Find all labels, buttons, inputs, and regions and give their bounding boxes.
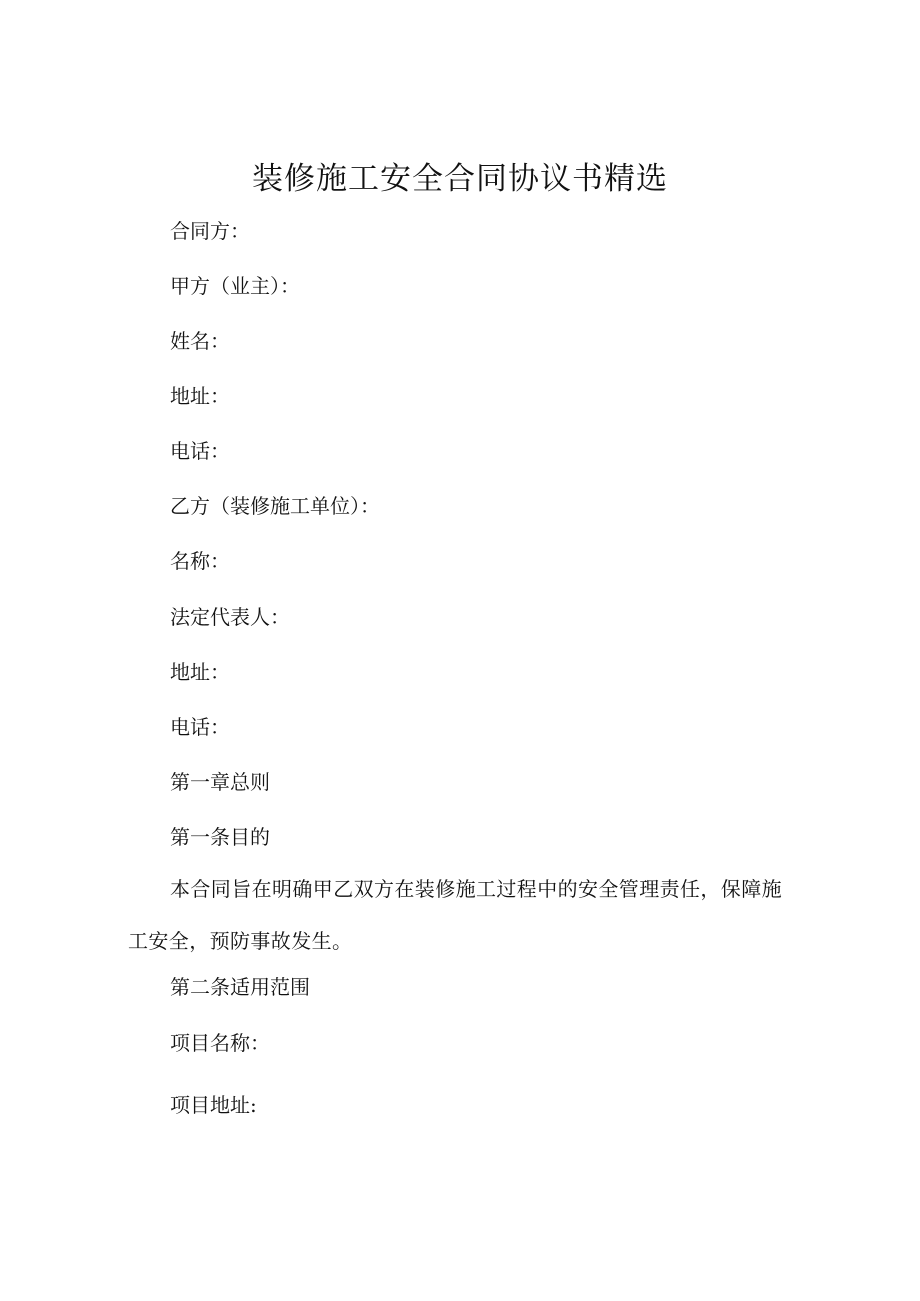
project-name-label: 项目名称： bbox=[170, 1031, 270, 1055]
project-address-label: 项目地址: bbox=[170, 1093, 257, 1117]
party-b-address-label: 地址： bbox=[170, 660, 230, 684]
contract-parties-label: 合同方： bbox=[170, 219, 250, 243]
party-b-representative-label: 法定代表人： bbox=[170, 605, 290, 629]
chapter-one-heading: 第一章总则 bbox=[170, 770, 270, 794]
article-one-heading: 第一条目的 bbox=[170, 825, 270, 849]
party-a-address-label: 地址： bbox=[170, 384, 230, 408]
party-b-phone-label: 电话： bbox=[170, 715, 230, 739]
document-title: 装修施工安全合同协议书精选 bbox=[252, 161, 668, 197]
party-a-heading: 甲方（业主）： bbox=[170, 274, 300, 298]
party-a-name-label: 姓名： bbox=[170, 329, 230, 353]
party-b-name-label: 名称： bbox=[170, 549, 230, 573]
article-two-heading: 第二条适用范围 bbox=[170, 975, 310, 999]
article-one-paragraph: 本合同旨在明确甲乙双方在装修施工过程中的安全管理责任，保障施工安全，预防事故发生。 bbox=[128, 877, 782, 953]
party-b-heading: 乙方（装修施工单位）： bbox=[170, 494, 380, 518]
party-a-phone-label: 电话： bbox=[170, 439, 230, 463]
